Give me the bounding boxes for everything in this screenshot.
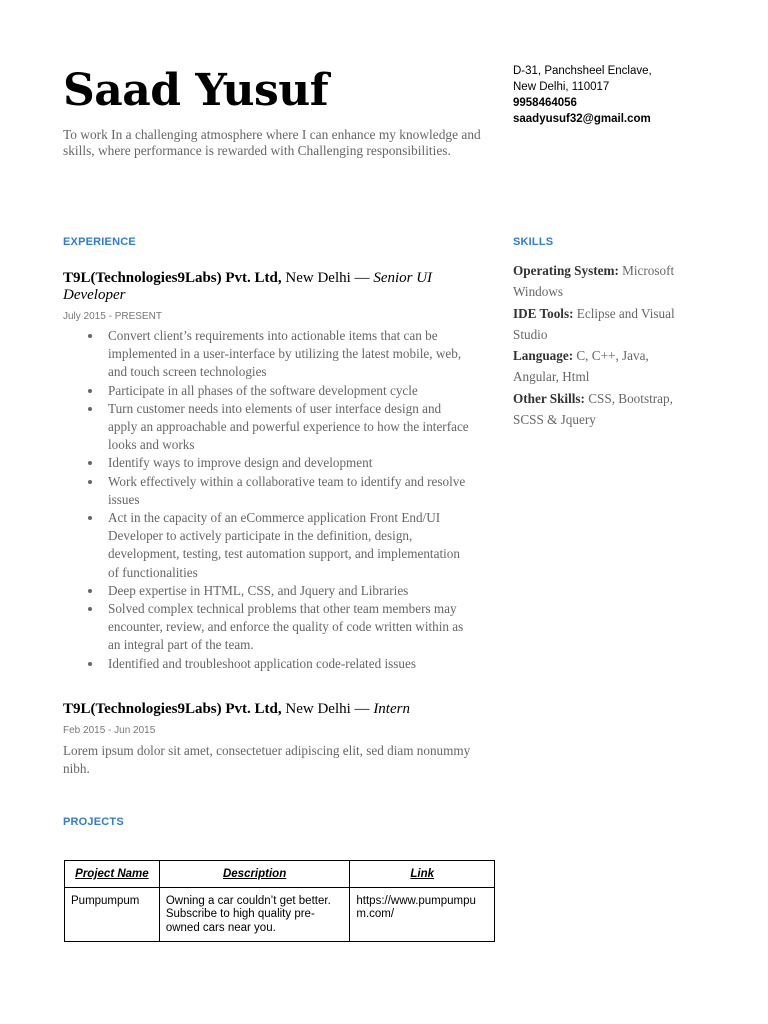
project-name-cell: Pumpumpum xyxy=(65,888,160,942)
skill-item xyxy=(513,260,693,303)
job-description: Lorem ipsum dolor sit amet, consectetuer adipiscing elit, sed diam nonummy nibh. xyxy=(63,743,471,777)
skill-label: IDE Tools: xyxy=(513,305,574,321)
column-header-project-name: Project Name xyxy=(65,861,160,888)
skills-list xyxy=(513,260,693,430)
company-name: T9L(Technologies9Labs) Pvt. Ltd, xyxy=(63,270,282,286)
projects-heading: PROJECTS xyxy=(63,816,124,828)
list-item: Turn customer needs into elements of user interface design and apply an approachable and powerful experience to how the interface looks and works xyxy=(108,400,473,455)
column-header-link: Link xyxy=(350,861,495,888)
projects-table xyxy=(64,860,495,942)
phone-number: 9958464056 xyxy=(513,97,577,109)
job-location: New Delhi — xyxy=(281,270,374,286)
list-item: Solved complex technical problems that other team members may encounter, review, and enforce the quality of code written within as an integral part of the team. xyxy=(108,600,473,655)
table-header-row xyxy=(65,861,495,888)
list-item: Participate in all phases of the software development cycle xyxy=(108,382,473,400)
responsibilities-list xyxy=(108,327,473,673)
skill-item xyxy=(513,388,693,431)
skill-item xyxy=(513,303,693,346)
job-title-2 xyxy=(63,701,483,718)
column-header-description: Description xyxy=(159,861,350,888)
skill-label: Operating System: xyxy=(513,263,619,278)
address-line-1: D-31, Panchsheel Enclave, xyxy=(513,65,652,77)
list-item: Work effectively within a collaborative team to identify and resolve issues xyxy=(108,473,473,509)
skill-label: Language: xyxy=(513,348,574,364)
job-dates: July 2015 - PRESENT xyxy=(63,311,162,322)
skill-value: C, C++, Java, Angular, Html xyxy=(513,348,649,385)
list-item: Identified and troubleshoot application code-related issues xyxy=(108,655,473,673)
job-title-1 xyxy=(63,270,483,304)
skills-heading: SKILLS xyxy=(513,236,554,248)
skill-value: CSS, Bootstrap, SCSS & Jquery xyxy=(513,390,673,428)
email-address: saadyusuf32@gmail.com xyxy=(513,113,651,125)
skill-label: Other Skills: xyxy=(513,390,585,406)
list-item: Convert client’s requirements into actionable items that can be implemented in a user-interface by utilizing the latest mobile, web, and touch screen technologies xyxy=(108,327,473,382)
list-item: Deep expertise in HTML, CSS, and Jquery and Libraries xyxy=(108,582,473,600)
skill-value: Eclipse and Visual Studio xyxy=(513,305,675,342)
job-role: Senior UI Developer xyxy=(63,270,433,303)
skill-item xyxy=(513,345,693,388)
address-line-2: New Delhi, 110017 xyxy=(513,81,610,93)
job-role: Intern xyxy=(373,701,410,717)
objective-text: To work In a challenging atmosphere where I can enhance my knowledge and skills, where performance is rewarded with Challenging responsibilities. xyxy=(63,127,481,158)
list-item: Act in the capacity of an eCommerce application Front End/UI Developer to actively participate in the definition, design, development, testing, test automation support, and implementation of functionalities xyxy=(108,509,473,582)
contact-block xyxy=(513,63,753,127)
list-item: Identify ways to improve design and development xyxy=(108,454,473,472)
table-row xyxy=(65,888,495,942)
skill-value: Microsoft Windows xyxy=(513,263,675,300)
applicant-name: Saad Yusuf xyxy=(63,65,329,116)
project-description-cell: Owning a car couldn’t get better. Subscribe to high quality pre-owned cars near you. xyxy=(159,888,350,942)
project-link-cell: https://www.pumpumpum.com/ xyxy=(350,888,495,942)
company-name: T9L(Technologies9Labs) Pvt. Ltd, xyxy=(63,701,282,717)
experience-heading: EXPERIENCE xyxy=(63,236,136,248)
job-dates: Feb 2015 - Jun 2015 xyxy=(63,725,156,736)
job-location: New Delhi — xyxy=(281,701,374,717)
